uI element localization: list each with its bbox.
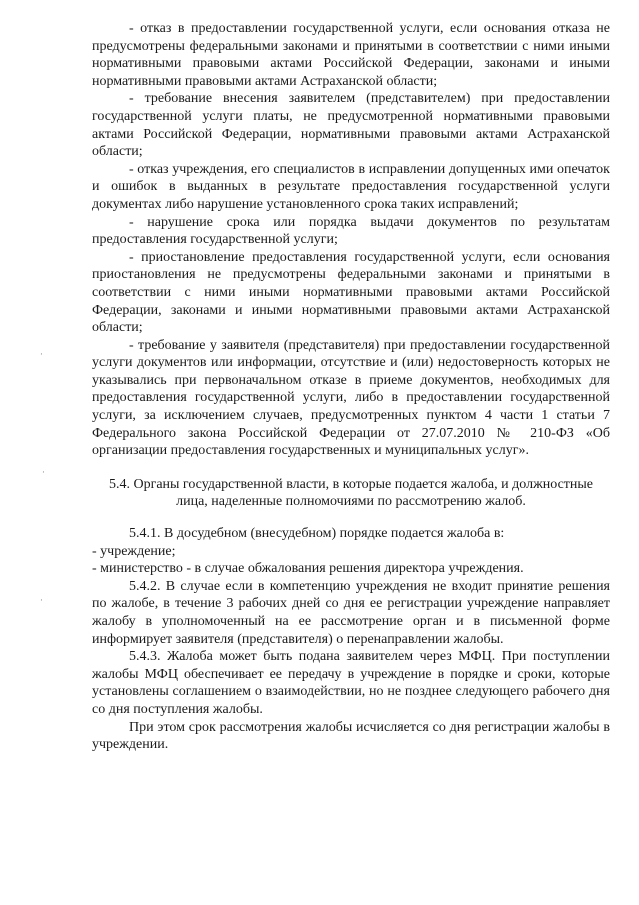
list-item: - требование у заявителя (представителя) при предоставлении государственной услуги документов или информации, отсутствие и (или) недостоверность которых не указывались при первоначальном отказе в приеме документов, необходимых для предоставления государственной услуги, либо в предоставлении государственной услуги, за исключением случаев, предусмотренных пунктом 4 части 1 статьи 7 Федерального закона Российской Федерации от 27.07.2010 № 210-ФЗ «Об организации предоставления государственных и муниципальных услуг». [92, 337, 610, 459]
list-item: - отказ учреждения, его специалистов в исправлении допущенных ими опечаток и ошибок в выданных в результате предоставления государственной услуги документах либо нарушение установленного срока таких исправлений; [92, 161, 610, 212]
paragraph-5-4-3: 5.4.3. Жалоба может быть подана заявителем через МФЦ. При поступлении жалобы МФЦ обеспечивает ее передачу в учреждение в порядке и сроки, которые установлены соглашением о взаимодействии, но не позднее следующего рабочего дня со дня поступления жалобы. [92, 649, 610, 717]
list-item: - приостановление предоставления государственной услуги, если основания приостановления не предусмотрены федеральными законами и принятыми в соответствии с ними иными нормативными правовыми актами Российской Федерации, законами и иными нормативными правовыми актами Астраханской области; [92, 249, 610, 336]
list-item: - нарушение срока или порядка выдачи документов по результатам предоставления государственной услуги; [92, 214, 610, 248]
paragraph-5-4-1: 5.4.1. В досудебном (внесудебном) порядке подается жалоба в: [129, 526, 505, 542]
section-heading: 5.4. Органы государственной власти, в которые подается жалоба, и должностные лица, наделенные полномочиями по рассмотрению жалоб. [108, 476, 594, 510]
scan-mark: · [40, 350, 43, 360]
list-item: - министерство - в случае обжалования решения директора учреждения. [92, 561, 524, 577]
paragraph-final: При этом срок рассмотрения жалобы исчисляется со дня регистрации жалобы в учреждении. [92, 719, 610, 753]
list-item: - требование внесения заявителем (представителем) при предоставлении государственной услуги платы, не предусмотренной нормативными правовыми актами Российской Федерации, нормативными правовыми актами Астраханской области; [92, 91, 610, 160]
paragraph-5-4-2: 5.4.2. В случае если в компетенцию учреждения не входит принятие решения по жалобе, в течение 3 рабочих дней со дня ее регистрации учреждение направляет жалобу в уполномоченный на ее рассмотрение орган и в письменной форме информирует заявителя (представителя) о перенаправлении жалобы. [92, 578, 610, 647]
scan-mark: · [42, 468, 45, 478]
scan-mark: · [40, 596, 43, 606]
list-item: - отказ в предоставлении государственной услуги, если основания отказа не предусмотрены федеральными законами и принятыми в соответствии с ними иными нормативными правовыми актами Российской Федерации, законами и иными нормативными правовыми актами Астраханской области; [92, 21, 610, 89]
document-body [92, 20, 610, 754]
list-item: - учреждение; [92, 543, 176, 559]
